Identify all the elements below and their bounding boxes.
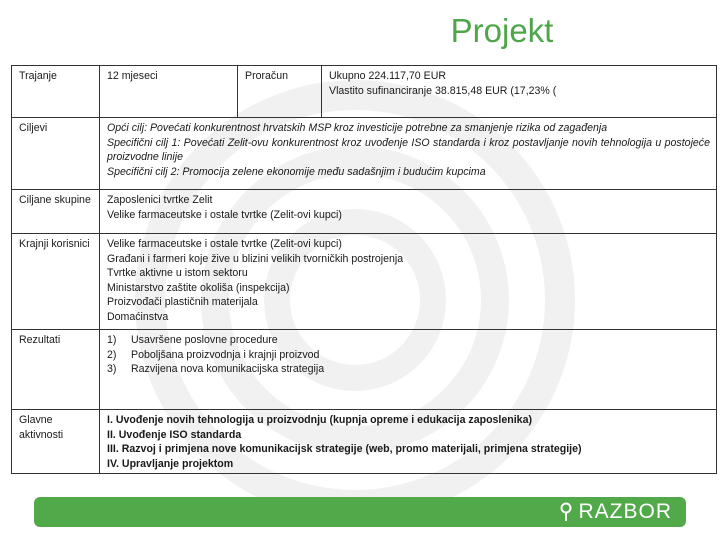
rezultati-list xyxy=(107,333,710,377)
krajnji-line: Velike farmaceutske i ostale tvrtke (Zelit-ovi kupci) xyxy=(107,238,342,250)
project-table xyxy=(11,65,717,474)
glavne-line: IV. Upravljanje projektom xyxy=(107,457,234,470)
glavne-aktivnosti-label: Glavne aktivnosti xyxy=(12,410,100,474)
razbor-logo-icon xyxy=(559,502,573,522)
table-row-rezultati xyxy=(12,330,717,410)
glavne-line: I. Uvođenje novih tehnologija u proizvodnju (kupnja opreme i edukacija zaposlenika) xyxy=(107,414,532,426)
proracun-label: Proračun xyxy=(238,66,322,118)
table-row-trajanje xyxy=(12,66,717,118)
proracun-value xyxy=(322,66,717,118)
ciljevi-line: Specifični cilj 1: Povećati Zelit-ovu konkurentnost kroz uvođenje ISO standarda i kroz postavljanje novih tehnologija u postojeće proizvodne linije xyxy=(107,136,710,164)
ciljane-skupine-value xyxy=(100,190,717,234)
table-row-krajnji-korisnici xyxy=(12,234,717,330)
table-row-ciljane-skupine xyxy=(12,190,717,234)
ciljane-skupine-label: Ciljane skupine xyxy=(12,190,100,234)
brand-name: RAZBOR xyxy=(578,500,672,523)
proracun-line: Ukupno 224.117,70 EUR xyxy=(329,70,447,82)
ciljevi-value xyxy=(100,118,717,190)
ciljevi-label: Ciljevi xyxy=(12,118,100,190)
list-item: 1) Usavršene poslovne procedure xyxy=(107,334,278,346)
ciljane-line: Zaposlenici tvrtke Zelit xyxy=(107,194,213,206)
rezultati-value xyxy=(100,330,717,410)
table-row-ciljevi xyxy=(12,118,717,190)
table-row-glavne-aktivnosti xyxy=(12,410,717,474)
glavne-line: III. Razvoj i primjena nove komunikacijsk strategije (web, promo materijali, primjena strategije) xyxy=(107,443,582,456)
footer-bar xyxy=(34,497,686,527)
krajnji-korisnici-value xyxy=(100,234,717,330)
rezultati-label: Rezultati xyxy=(12,330,100,410)
krajnji-line: Tvrtke aktivne u istom sektoru xyxy=(107,267,248,280)
krajnji-korisnici-label: Krajnji korisnici xyxy=(12,234,100,330)
ciljane-line: Velike farmaceutske i ostale tvrtke (Zelit-ovi kupci) xyxy=(107,208,342,221)
brand-logo xyxy=(559,500,672,524)
page-title: Projekt xyxy=(450,12,554,49)
glavne-aktivnosti-value xyxy=(100,410,717,474)
trajanje-label: Trajanje xyxy=(12,66,100,118)
krajnji-line: Građani i farmeri koje žive u blizini velikih tvorničkih postrojenja xyxy=(107,252,404,265)
proracun-line: Vlastito sufinanciranje 38.815,48 EUR (17,23% ( xyxy=(329,84,557,97)
list-item: 3) Razvijena nova komunikacijska strategija xyxy=(107,363,325,376)
glavne-line: II. Uvođenje ISO standarda xyxy=(107,428,242,441)
krajnji-line: Proizvođači plastičnih materijala xyxy=(107,296,258,309)
list-item: 2) Poboljšana proizvodnja i krajnji proizvod xyxy=(107,348,320,361)
ciljevi-line: Specifični cilj 2: Promocija zelene ekonomije među sadašnjim i budućim kupcima xyxy=(107,165,486,178)
ciljevi-line: Opći cilj: Povećati konkurentnost hrvatskih MSP kroz investicije potrebne za smanjenje rizika od zagađenja xyxy=(107,122,608,134)
krajnji-line: Domaćinstva xyxy=(107,310,169,323)
trajanje-value: 12 mjeseci xyxy=(100,66,238,118)
krajnji-line: Ministarstvo zaštite okoliša (inspekcija) xyxy=(107,281,290,294)
